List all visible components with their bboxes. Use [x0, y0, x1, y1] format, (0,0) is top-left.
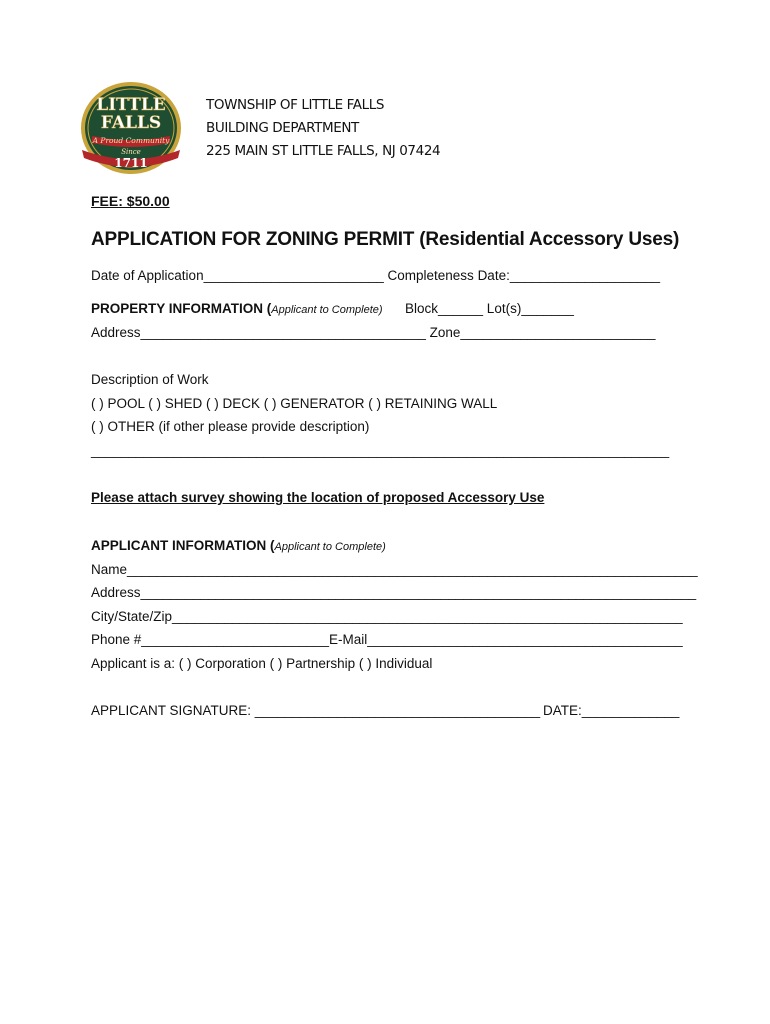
- logo-ribbon: A Proud Community: [92, 136, 170, 145]
- applicant-section-heading: [91, 538, 386, 553]
- signature-blank[interactable]: ______________________________________: [254, 703, 541, 718]
- township-logo: [78, 80, 184, 180]
- fee-label: FEE: $50.00: [91, 193, 170, 209]
- work-label: Description of Work: [91, 372, 209, 387]
- date-blank[interactable]: _____________: [581, 703, 680, 718]
- property-section-heading: [91, 301, 383, 316]
- applicant-note: Applicant to Complete): [274, 541, 386, 553]
- header-line3: 225 MAIN ST LITTLE FALLS, NJ 07424: [206, 143, 441, 159]
- address-zone-fields[interactable]: Address______________________________________ Zone__________________________: [91, 325, 656, 340]
- property-note: Applicant to Complete): [271, 304, 383, 316]
- signature-label: APPLICANT SIGNATURE:: [91, 703, 255, 718]
- survey-notice: Please attach survey showing the location of proposed Accessory Use: [91, 490, 545, 505]
- date-row: [543, 703, 679, 718]
- block-lot-fields[interactable]: Block______ Lot(s)_______: [405, 301, 574, 316]
- header-line1: TOWNSHIP OF LITTLE FALLS: [206, 97, 385, 113]
- logo-year: 1711: [114, 156, 148, 170]
- applicant-name-field[interactable]: Name____________________________________________________________________________: [91, 562, 698, 577]
- header-line2: BUILDING DEPARTMENT: [206, 120, 359, 136]
- signature-row: [91, 703, 540, 718]
- dates-line[interactable]: Date of Application________________________ Completeness Date:____________________: [91, 268, 660, 283]
- applicant-city-field[interactable]: City/State/Zip____________________________________________________________________: [91, 609, 683, 624]
- property-open-paren: (: [263, 301, 272, 316]
- logo-line2: FALLS: [100, 113, 162, 133]
- work-other-option[interactable]: ( ) OTHER (if other please provide description): [91, 419, 370, 434]
- applicant-type-options[interactable]: Applicant is a: ( ) Corporation ( ) Partnership ( ) Individual: [91, 656, 433, 671]
- property-heading: PROPERTY INFORMATION: [91, 301, 264, 316]
- applicant-open-paren: (: [266, 538, 275, 553]
- logo-since: Since: [121, 148, 141, 156]
- page-title: APPLICATION FOR ZONING PERMIT (Residential Accessory Uses): [91, 229, 680, 250]
- logo-line1: LITTLE: [96, 95, 166, 115]
- applicant-address-field[interactable]: Address__________________________________________________________________________: [91, 585, 697, 600]
- applicant-phone-email-field[interactable]: Phone #_________________________E-Mail__________________________________________: [91, 632, 683, 647]
- date-label: DATE:: [543, 703, 582, 718]
- work-description-blank[interactable]: _____________________________________________________________________________: [91, 443, 670, 458]
- work-options[interactable]: ( ) POOL ( ) SHED ( ) DECK ( ) GENERATOR ( ) RETAINING WALL: [91, 396, 498, 411]
- applicant-heading: APPLICANT INFORMATION: [91, 538, 267, 553]
